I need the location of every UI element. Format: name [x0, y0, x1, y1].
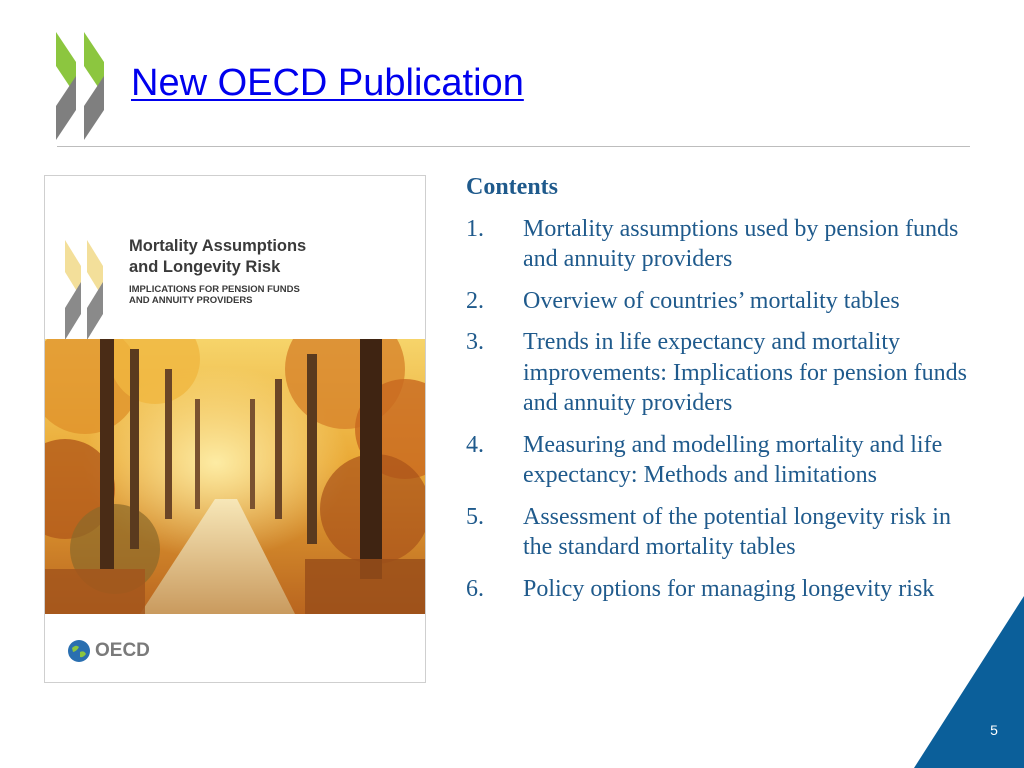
toc-item: [466, 327, 976, 419]
toc-item: [466, 286, 976, 317]
toc-item-number: 2.: [466, 287, 484, 314]
toc-item: [466, 502, 976, 563]
cover-oecd-chevron-icon: [61, 240, 111, 340]
corner-triangle: [914, 596, 1024, 768]
toc-item: [466, 214, 976, 275]
cover-title-line2: and Longevity Risk: [129, 258, 281, 276]
page-number: 5: [990, 722, 998, 738]
contents-list: [466, 172, 976, 615]
title-divider: [57, 146, 970, 147]
toc-item-text: Trends in life expectancy and mortality improvements: Implications for pension funds and annuity providers: [523, 329, 967, 416]
toc-item-number: 1.: [466, 215, 484, 242]
contents-heading: Contents: [466, 174, 559, 200]
toc-item-number: 4.: [466, 431, 484, 458]
cover-brand: [67, 638, 150, 664]
globe-icon: [67, 639, 91, 663]
toc-item: [466, 430, 976, 491]
cover-title-line1: Mortality Assumptions: [129, 237, 307, 255]
toc-item-text: Measuring and modelling mortality and life expectancy: Methods and limitations: [523, 431, 943, 488]
cover-brand-name: OECD: [95, 640, 150, 661]
toc-item-number: 5.: [466, 503, 484, 530]
book-cover: [44, 175, 426, 683]
cover-subtitle-line2: AND ANNUITY PROVIDERS: [129, 295, 253, 306]
toc-item-text: Assessment of the potential longevity risk in the standard mortality tables: [523, 503, 951, 560]
toc-item-text: Mortality assumptions used by pension funds and annuity providers: [523, 215, 959, 272]
toc-item-text: Policy options for managing longevity risk: [523, 575, 935, 602]
toc-item-text: Overview of countries’ mortality tables: [523, 287, 900, 314]
autumn-forest-photo: [45, 339, 425, 614]
toc-item-number: 3.: [466, 329, 484, 355]
oecd-logo-icon: [54, 32, 110, 140]
cover-subtitle: [129, 284, 359, 306]
toc-item: [466, 574, 976, 605]
cover-title: [129, 236, 389, 278]
slide-title[interactable]: New OECD Publication: [131, 62, 524, 104]
cover-subtitle-line1: IMPLICATIONS FOR PENSION FUNDS: [129, 284, 300, 295]
toc-item-number: 6.: [466, 575, 484, 602]
